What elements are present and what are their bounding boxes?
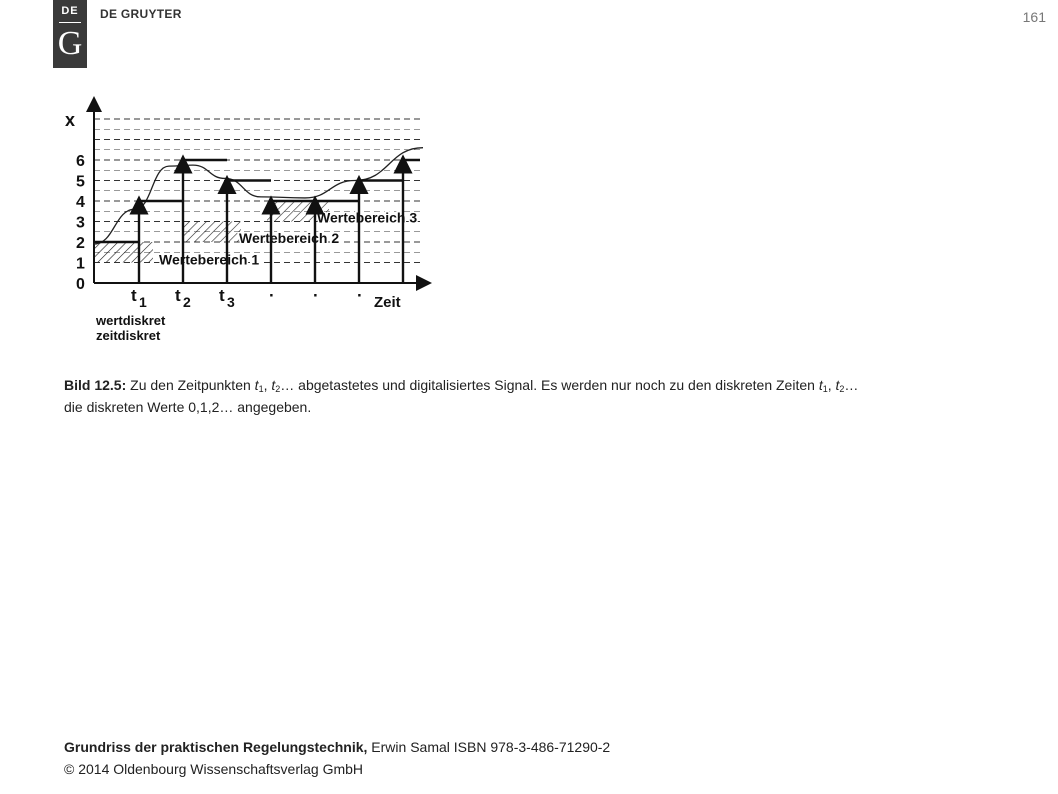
t2b-symbol: t bbox=[835, 377, 840, 393]
t1-sub: 1 bbox=[258, 384, 264, 394]
y-tick-label: 1 bbox=[76, 255, 85, 273]
x-axis-label: Zeit bbox=[374, 294, 401, 311]
caption-comma: , bbox=[263, 377, 272, 393]
footer bbox=[64, 736, 610, 780]
t2-symbol: t bbox=[271, 377, 276, 393]
t1-symbol: t bbox=[254, 377, 259, 393]
t2-sub: 2 bbox=[275, 384, 281, 394]
side-label-2: zeitdiskret bbox=[96, 328, 161, 343]
x-tick-subscript: 1 bbox=[139, 294, 147, 310]
t1b-symbol: t bbox=[818, 377, 823, 393]
publisher-logo bbox=[53, 0, 87, 68]
y-tick-label: 2 bbox=[76, 235, 85, 252]
x-tick-label: t bbox=[131, 286, 137, 305]
region-label: Wertebereich 3 bbox=[317, 209, 418, 226]
region-label: Wertebereich 1 bbox=[159, 251, 260, 268]
region-label: Wertebereich 2 bbox=[239, 230, 340, 247]
side-label-1: wertdiskret bbox=[96, 313, 166, 328]
region-hatch bbox=[94, 242, 153, 263]
y-tick-label: 3 bbox=[76, 214, 85, 232]
caption-label: Bild 12.5: bbox=[64, 377, 127, 393]
footer-line-1 bbox=[64, 736, 610, 758]
y-tick-label: 5 bbox=[76, 173, 85, 191]
x-tick-label: t bbox=[175, 286, 181, 305]
t1b-sub: 1 bbox=[822, 384, 828, 394]
y-tick-label: 6 bbox=[76, 153, 85, 170]
t2b-sub: 2 bbox=[839, 384, 845, 394]
y-tick-label: 4 bbox=[76, 194, 85, 211]
caption-line-1 bbox=[64, 374, 1024, 396]
figure-caption bbox=[64, 374, 1024, 418]
caption-text-3: … bbox=[844, 377, 859, 393]
book-info: Erwin Samal ISBN 978-3-486-71290-2 bbox=[367, 739, 611, 755]
page-number: 161 bbox=[1022, 9, 1046, 25]
book-title: Grundriss der praktischen Regelungstechnik, bbox=[64, 739, 368, 755]
y-axis-label: x bbox=[65, 110, 76, 130]
caption-line-2: die diskreten Werte 0,1,2… angegeben. bbox=[64, 399, 312, 415]
x-tick-label: t bbox=[219, 286, 225, 305]
logo-top-text: DE bbox=[61, 5, 79, 17]
region-hatch bbox=[183, 222, 241, 243]
logo-bottom-text: G bbox=[57, 25, 83, 62]
signal-figure bbox=[60, 96, 440, 346]
copyright: © 2014 Oldenbourg Wissenschaftsverlag GmbH bbox=[64, 761, 364, 777]
caption-text-1: Zu den Zeitpunkten bbox=[126, 377, 255, 393]
x-tick-subscript: 3 bbox=[227, 294, 235, 310]
x-tick-dot: · bbox=[313, 286, 319, 305]
x-tick-subscript: 2 bbox=[183, 294, 191, 310]
y-tick-label: 0 bbox=[76, 276, 85, 293]
logo-divider bbox=[59, 22, 81, 23]
x-tick-dot: · bbox=[357, 286, 363, 305]
caption-text-2: … abgetastetes und digitalisiertes Signal. Es werden nur noch zu den diskreten Zeiten bbox=[280, 377, 819, 393]
publisher-name: DE GRUYTER bbox=[100, 7, 182, 21]
caption-comma-2: , bbox=[827, 377, 836, 393]
x-tick-dot: · bbox=[269, 286, 275, 305]
